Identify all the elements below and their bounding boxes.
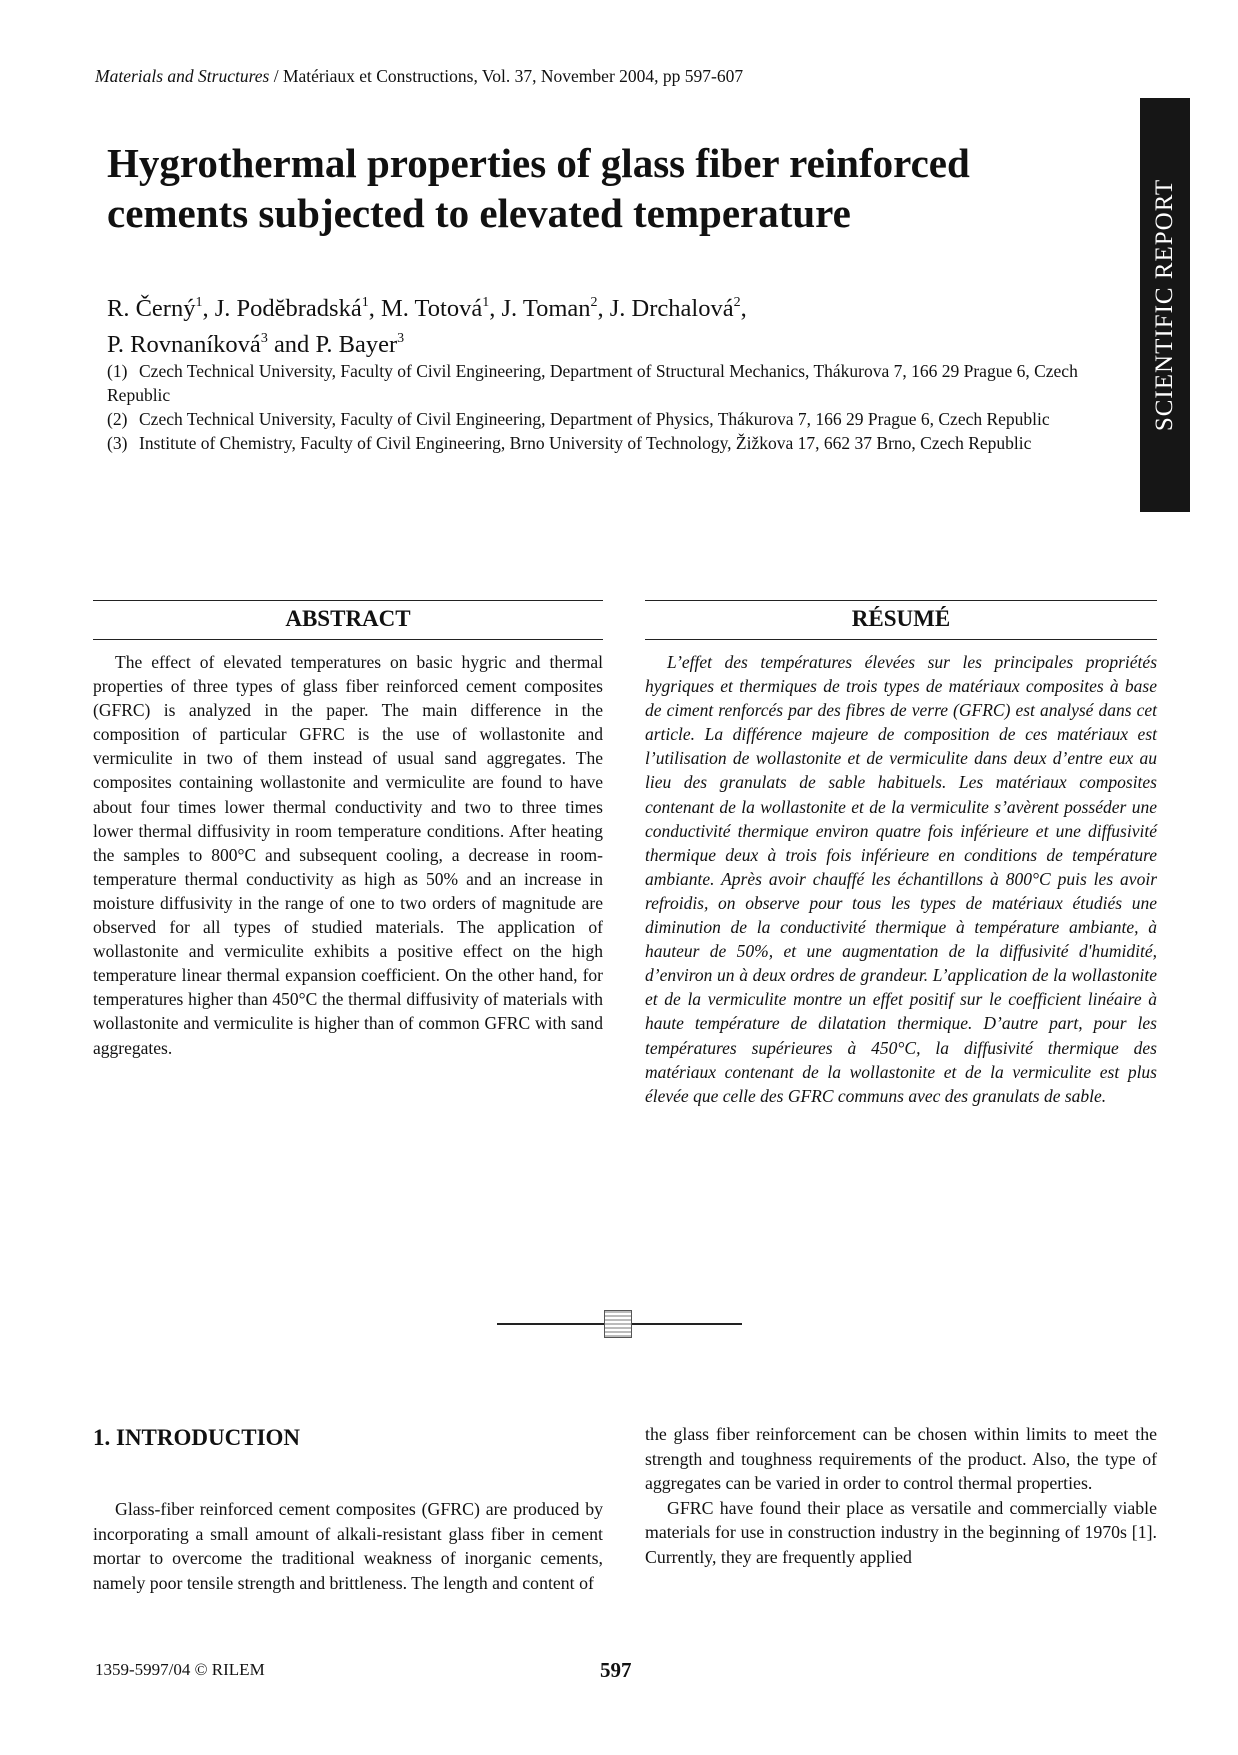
section-tab-label: SCIENTIFIC REPORT [1151,178,1178,432]
affiliation-list [107,359,1122,455]
affiliation-number: (1) [107,361,128,381]
author-affiliation-mark: 1 [361,295,369,310]
title-line-1: Hygrothermal properties of glass fiber reinforced [107,140,970,186]
resume-heading: RÉSUMÉ [851,606,951,631]
introduction-heading: 1. INTRODUCTION [93,1425,301,1450]
author-separator: , [740,295,747,322]
author-affiliation-mark: 3 [260,331,268,346]
affiliation-item [107,431,1122,455]
introduction-paragraph: the glass fiber reinforcement can be chosen within limits to meet the strength and toughness requirements of the product. Also, the type of aggregates can be varied in order to control thermal properties. [645,1424,1157,1493]
author-separator: , [597,295,610,322]
journal-subtitle: / Matériaux et Constructions, Vol. [269,66,515,86]
author-list [107,288,747,360]
affiliation-text: Czech Technical University, Faculty of Civil Engineering, Department of Physics, Thákurova 7, 166 29 Prague 6, Czech Republic [139,409,1050,429]
affiliation-number: (2) [107,409,128,429]
author-name: M. Totová [380,295,483,322]
affiliation-item [107,407,1122,431]
introduction-left-column [93,1497,603,1595]
footer-issn: 1359-5997/04 © RILEM [95,1660,265,1679]
author-name: J. Toman [501,295,591,322]
abstract-bottom-rule [93,639,603,640]
affiliation-text: Czech Technical University, Faculty of Civil Engineering, Department of Structural Mechanics, Thákurova 7, 166 29 Prague 6, Czech Republic [107,361,1078,405]
author-name: J. Podĕbradská [214,295,362,322]
page-number: 597 [600,1658,632,1682]
author-separator: , [489,295,502,322]
author-name: J. Drchalová [609,295,734,322]
abstract-top-rule [93,600,603,601]
journal-name: Materials and Structures [95,66,270,86]
abstract-heading: ABSTRACT [285,606,411,631]
author-affiliation-mark: 3 [397,331,405,346]
journal-issue-pages: , November 2004, pp 597-607 [532,66,744,86]
author-separator: , [202,295,215,322]
author-line-2 [107,324,747,360]
author-affiliation-mark: 1 [482,295,490,310]
author-affiliation-mark: 2 [733,295,741,310]
resume-bottom-rule [645,639,1157,640]
resume-top-rule [645,600,1157,601]
abstract-text: The effect of elevated temperatures on basic hygric and thermal properties of three types of glass fiber reinforced cement composites (GFRC) is analyzed in the paper. The main difference in the composition of particular GFRC is the use of wollastonite and vermiculite in two of them instead of usual sand aggregates. The composites containing wollastonite and vermiculite are found to have about four times lower thermal conductivity and two to three times lower thermal diffusivity in room temperature conditions. After heating the samples to 800°C and subsequent cooling, a decrease in room-temperature thermal conductivity as high as 50% and an increase in moisture diffusivity in the range of one to two orders of magnitude are observed for all types of studied materials. The application of wollastonite and vermiculite exhibits a positive effect on the high temperature linear thermal expansion coefficient. On the other hand, for temperatures higher than 450°C the thermal diffusivity of materials with wollastonite and vermiculite is higher than of common GFRC with sand aggregates. [93,652,603,1058]
author-separator: and [267,331,316,358]
section-divider-ornament [604,1310,632,1338]
author-separator: , [368,295,381,322]
resume-text: L’effet des températures élevées sur les principales propriétés hygriques et thermiques de trois types de matériaux composites à base de ciment renforcés par des fibres de verre (GFRC) est analysé dans cet article. La différence majeure de composition de ces matériaux est l’utilisation de wollastonite et de vermiculite dans deux d’entre eux au lieu des granulats de sable habituels. Les matériaux composites contenant de la wollastonite et de la vermiculite s’avèrent posséder une conductivité thermique environ quatre fois inférieure et une diffusivité thermique deux à trois fois inférieure en conditions de température ambiante. Après avoir chauffé les échantillons à 800°C puis les avoir refroidis, on observe pour tous les types de matériaux étudiés une diminution de la conductivité thermique à température ambiante, à hauteur de 50%, et une augmentation de la diffusivité d'humidité, d’environ un à deux ordres de grandeur. L’application de la wollastonite et de la vermiculite montre un effet positif sur le coefficient linéaire à haute température de dilatation thermique. D’autre part, pour les températures supérieures à 450°C, la diffusivité thermique des matériaux contenant de la wollastonite et de la vermiculite est plus élevée que celle des GFRC communs avec des granulats de sable. [645,652,1157,1106]
author-name: P. Rovnaníková [107,331,261,358]
introduction-paragraph: Glass-fiber reinforced cement composites (GFRC) are produced by incorporating a small amount of alkali-resistant glass fiber in cement mortar to overcome the traditional weakness of inorganic cements, namely poor tensile strength and brittleness. The length and content of [93,1499,603,1593]
affiliation-number: (3) [107,433,128,453]
introduction-paragraph: GFRC have found their place as versatile and commercially viable materials for use in construction industry in the beginning of 1970s [1]. Currently, they are frequently applied [645,1497,1157,1567]
author-name: P. Bayer [315,331,398,358]
journal-citation [95,66,743,87]
journal-volume: 37 [514,66,533,86]
title-line-2: cements subjected to elevated temperature [107,190,851,236]
affiliation-text: Institute of Chemistry, Faculty of Civil Engineering, Brno University of Technology, Žižkova 17, 662 37 Brno, Czech Republic [139,433,1032,453]
author-affiliation-mark: 1 [195,295,203,310]
introduction-right-column [645,1422,1157,1569]
author-name: R. Černý [107,295,196,322]
author-affiliation-mark: 2 [590,295,598,310]
section-tab [1140,98,1190,512]
author-line-1 [107,288,747,324]
affiliation-item [107,359,1122,407]
paper-title [107,138,1007,238]
